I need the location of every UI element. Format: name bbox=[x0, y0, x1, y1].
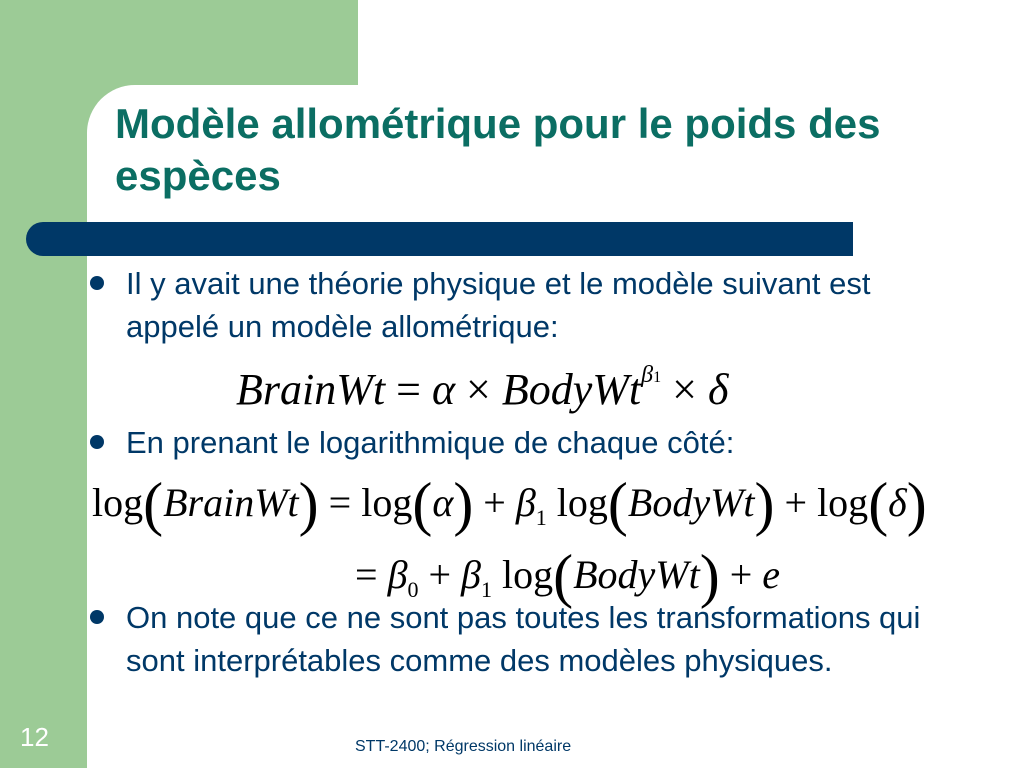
eq2-beta: β bbox=[515, 480, 536, 525]
bullet-text-3: On note que ce ne sont pas toutes les transformations qui sont interprétables comme des modèles physiques. bbox=[126, 600, 921, 678]
title-divider-bar bbox=[26, 222, 853, 256]
eq3-error: e bbox=[762, 552, 781, 597]
eq2-log-3: log bbox=[556, 480, 608, 525]
eq3-plus-2: + bbox=[729, 552, 753, 597]
eq1-body: BodyWt bbox=[501, 365, 642, 414]
eq3-beta0-sub: 0 bbox=[407, 577, 419, 602]
eq2-alpha: α bbox=[432, 480, 454, 525]
bullet-dot-icon bbox=[90, 276, 104, 290]
equation-log: log(BrainWt) = $\log(\alpha) + \beta_1$ log(BodyWt) + log(δ) bbox=[92, 471, 927, 537]
eq2-log-4: log bbox=[817, 480, 869, 525]
left-green-band bbox=[0, 0, 87, 768]
eq3-body: BodyWt bbox=[573, 552, 700, 597]
page-number: 12 bbox=[20, 722, 49, 752]
bullet-dot-icon bbox=[90, 435, 104, 449]
eq3-beta1: β bbox=[461, 552, 481, 597]
eq2-log: log bbox=[92, 480, 144, 525]
eq2-brain: BrainWt bbox=[163, 480, 299, 525]
eq3-beta0: β bbox=[387, 552, 408, 597]
eq2-body: BodyWt bbox=[627, 480, 755, 525]
eq3-equals: = bbox=[355, 552, 378, 597]
bullet-text-2: En prenant le logarithmique de chaque côté: bbox=[126, 425, 735, 460]
eq2-beta-sub: 1 bbox=[535, 505, 547, 530]
eq2-equals: = bbox=[328, 480, 352, 525]
eq1-lhs: BrainWt bbox=[236, 365, 386, 414]
eq1-alpha: α bbox=[431, 365, 456, 414]
eq1-exponent-sub: 1 bbox=[653, 369, 662, 386]
eq1-equals: = bbox=[396, 365, 421, 414]
eq1-times-2: × bbox=[672, 365, 697, 414]
footer-text: STT-2400; Régression linéaire bbox=[355, 738, 572, 755]
eq3-beta1-sub: 1 bbox=[480, 577, 492, 602]
eq1-times: × bbox=[466, 365, 491, 414]
bullet-dot-icon bbox=[90, 610, 104, 624]
eq2-delta: δ bbox=[888, 480, 907, 525]
eq1-delta: δ bbox=[707, 365, 729, 414]
slide-title: Modèle allométrique pour le poids des espèces bbox=[115, 100, 881, 199]
bullet-text-1: Il y avait une théorie physique et le modèle suivant est appelé un modèle allométrique: bbox=[126, 266, 871, 344]
eq2-plus-2: + bbox=[784, 480, 808, 525]
equation-allometric bbox=[236, 362, 728, 415]
eq2-log-2: log bbox=[361, 480, 413, 525]
eq3-plus: + bbox=[428, 552, 452, 597]
eq2-plus: + bbox=[483, 480, 506, 525]
equation-linear: = $\beta_0 + \beta_1$ log(BodyWt) + e bbox=[355, 543, 781, 609]
eq3-log: log bbox=[501, 552, 554, 597]
eq1-exponent: β bbox=[641, 362, 654, 388]
